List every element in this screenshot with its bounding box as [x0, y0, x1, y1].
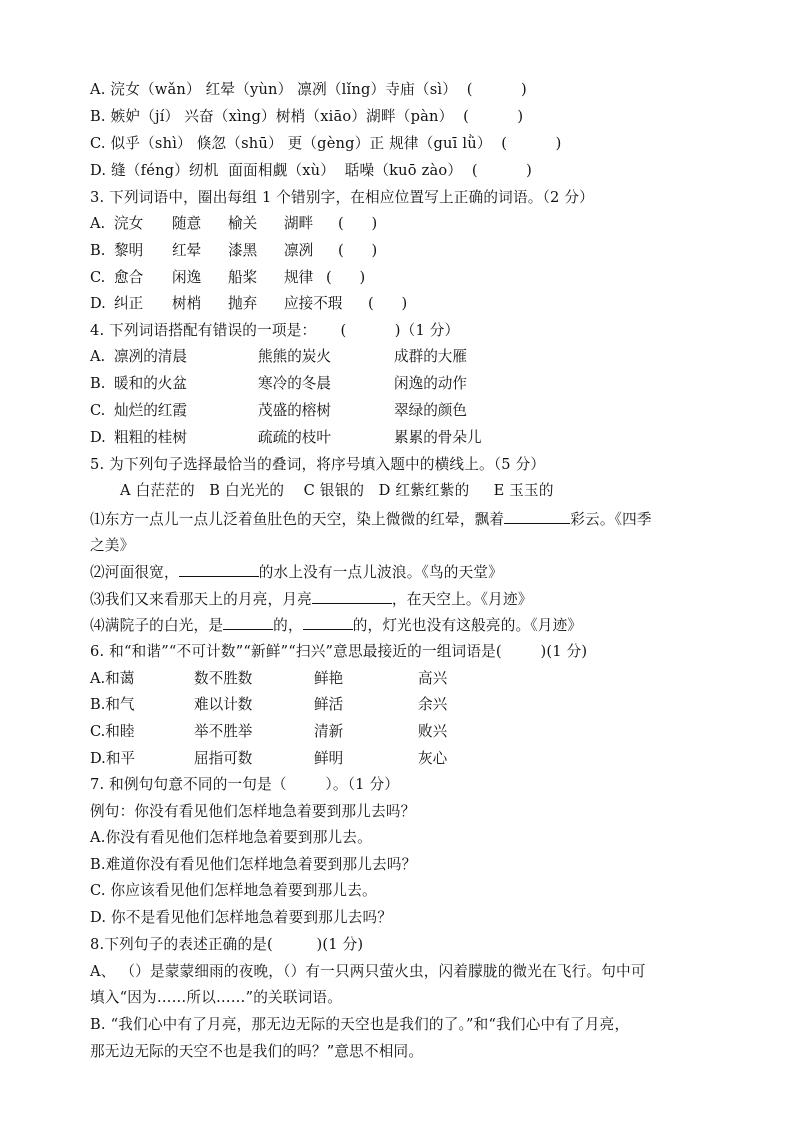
- q5-s4-text-end: 的，灯光也没有这般亮的。《月迹》: [352, 617, 583, 634]
- q3-word: 树梢: [172, 295, 202, 312]
- q6-stem: 6. 和“和谐”“不可计数”“新鲜”“扫兴”意思最接近的一组词语是( )(1 分): [90, 643, 588, 660]
- q6-word: C.和睦: [90, 723, 135, 740]
- q6-word: 清新: [314, 723, 344, 740]
- q5-s1-text-end: 彩云。《四季: [570, 511, 652, 528]
- q3-word: 浣女: [114, 215, 144, 232]
- q4-stem: 4. 下列词语搭配有错误的一项是： ( )（1 分）: [90, 322, 460, 339]
- q5-s3-blank[interactable]: [312, 589, 392, 604]
- q6-word: 举不胜举: [194, 723, 253, 740]
- q6-word: 屈指可数: [194, 750, 253, 767]
- q3-answer-blank: ( ): [338, 242, 378, 259]
- q3-word: 红晕: [172, 242, 202, 259]
- q4-row-label: C.: [90, 402, 106, 419]
- q6-word: 败兴: [418, 723, 448, 740]
- q3-row-label: C.: [90, 269, 106, 286]
- q3-stem: 3. 下列词语中，圈出每组 1 个错别字，在相应位置写上正确的词语。（2 分）: [90, 189, 594, 206]
- q3-word: 愈合: [114, 269, 144, 286]
- q4-phrase: 灿烂的红霞: [114, 402, 187, 419]
- q6-word: 余兴: [418, 696, 448, 713]
- q2-option-d: D. 缝（féng）纫机 面面相觑（xù） 聒噪（kuō zào） ( ): [90, 162, 533, 179]
- q6-word: 灰心: [418, 750, 448, 767]
- q8-option-a-line-2: 填入“因为……所以……”的关联词语。: [90, 989, 343, 1006]
- q7-example: 例句：你没有看见他们怎样地急着要到那儿去吗？: [90, 803, 416, 820]
- q6-word: D.和平: [90, 750, 136, 767]
- q7-option-d: D. 你不是看见他们怎样地急着要到那儿去吗？: [90, 909, 393, 926]
- q8-option-b-line-1: B. “我们心中有了月亮，那无边无际的天空也是我们的了。”和“我们心中有了月亮，: [90, 1016, 630, 1033]
- q3-answer-blank: ( ): [338, 215, 378, 232]
- q5-s2-blank[interactable]: [179, 562, 259, 577]
- q6-word: 数不胜数: [194, 670, 253, 687]
- q4-phrase: 累累的骨朵儿: [394, 429, 482, 446]
- q6-word: 高兴: [418, 670, 448, 687]
- q5-s1-continuation: 之美》: [90, 537, 135, 554]
- q4-phrase: 凛冽的清晨: [114, 348, 187, 365]
- q4-phrase: 暖和的火盆: [114, 375, 187, 392]
- q4-row-label: D.: [90, 429, 106, 446]
- q5-s1-blank[interactable]: [504, 509, 570, 524]
- q3-word: 凛冽: [284, 242, 314, 259]
- q5-s1-text: ⑴东方一点儿一点儿泛着鱼肚色的天空，染上微微的红晕，飘着: [90, 511, 505, 528]
- q3-row-label: A.: [90, 215, 106, 232]
- q5-sentence-3: [90, 589, 698, 609]
- q7-stem: 7. 和例句句意不同的一句是（ ）。（1 分）: [90, 776, 400, 793]
- q3-word: 抛弃: [228, 295, 258, 312]
- q3-answer-blank: ( ): [368, 295, 408, 312]
- q5-s2-text: ⑵河面很宽，: [90, 564, 179, 581]
- q4-row-label: B.: [90, 375, 106, 392]
- q8-option-a-line-1: A、 （）是蒙蒙细雨的夜晚，（）有一只两只萤火虫，闪着朦胧的微光在飞行。句中可: [90, 963, 646, 980]
- q4-row-label: A.: [90, 348, 106, 365]
- q3-word: 规律: [284, 269, 314, 286]
- q2-option-a: A. 浣女（wǎn） 红晕（yùn） 凛冽（lǐng）寺庙（sì） ( ): [90, 81, 527, 98]
- q6-word: 鲜艳: [314, 670, 344, 687]
- q5-s4-text: ⑷满院子的白光，是: [90, 617, 224, 634]
- q4-phrase: 熊熊的炭火: [258, 348, 331, 365]
- q2-option-b: B. 嫉妒（jí） 兴奋（xìng）树梢（xiāo）湖畔（pàn） ( ): [90, 108, 524, 125]
- q3-word: 应接不瑕: [284, 295, 343, 312]
- q6-word: B.和气: [90, 696, 135, 713]
- q3-word: 船桨: [228, 269, 258, 286]
- q5-s4-text-mid: 的，: [273, 617, 303, 634]
- q3-word: 纠正: [114, 295, 144, 312]
- q3-word: 闲逸: [172, 269, 202, 286]
- q5-choices: A 白茫茫的 B 白光光的 C 银银的 D 红紫红紫的 E 玉玉的: [120, 482, 554, 499]
- q3-answer-blank: ( ): [326, 269, 366, 286]
- q7-option-c: C. 你应该看见他们怎样地急着要到那儿去。: [90, 882, 377, 899]
- q4-phrase: 疏疏的枝叶: [258, 429, 331, 446]
- q3-word: 黎明: [114, 242, 144, 259]
- q5-sentence-4: [90, 615, 698, 635]
- q5-s4-blank-2[interactable]: [303, 615, 353, 630]
- q3-word: 漆黑: [228, 242, 258, 259]
- q7-option-b: B.难道你没有看见他们怎样地急着要到那儿去吗？: [90, 856, 417, 873]
- q6-word: 鲜活: [314, 696, 344, 713]
- q5-s3-text-end: ，在天空上。《月迹》: [391, 591, 533, 608]
- q3-word: 湖畔: [284, 215, 314, 232]
- q3-row-label: D.: [90, 295, 106, 312]
- q6-word: 难以计数: [194, 696, 253, 713]
- q3-word: 随意: [172, 215, 202, 232]
- q3-row-label: B.: [90, 242, 106, 259]
- q4-phrase: 翠绿的颜色: [394, 402, 467, 419]
- q6-word: A.和蔼: [90, 670, 135, 687]
- q4-phrase: 茂盛的榕树: [258, 402, 331, 419]
- q5-sentence-1: [90, 509, 698, 529]
- q4-phrase: 粗粗的桂树: [114, 429, 187, 446]
- q5-s4-blank-1[interactable]: [223, 615, 273, 630]
- q8-stem: 8.下列句子的表述正确的是( )(1 分): [90, 936, 364, 953]
- q5-sentence-2: [90, 562, 698, 582]
- q4-phrase: 成群的大雁: [394, 348, 467, 365]
- q6-word: 鲜明: [314, 750, 344, 767]
- q5-s3-text: ⑶我们又来看那天上的月亮，月亮: [90, 591, 312, 608]
- q7-option-a: A.你没有看见他们怎样地急着要到那儿去。: [90, 829, 372, 846]
- q4-phrase: 寒冷的冬晨: [258, 375, 331, 392]
- q3-word: 榆关: [228, 215, 258, 232]
- q5-stem: 5. 为下列句子选择最恰当的叠词，将序号填入题中的横线上。（5 分）: [90, 456, 546, 473]
- q5-s2-text-end: 的水上没有一点儿波浪。《鸟的天堂》: [258, 564, 503, 581]
- q2-option-c: C. 似乎（shì） 倏忽（shū） 更（gèng）正 规律（guī lǜ） ( ): [90, 135, 562, 152]
- q8-option-b-line-2: 那无边无际的天空不也是我们的吗？”意思不相同。: [90, 1043, 424, 1060]
- q4-phrase: 闲逸的动作: [394, 375, 467, 392]
